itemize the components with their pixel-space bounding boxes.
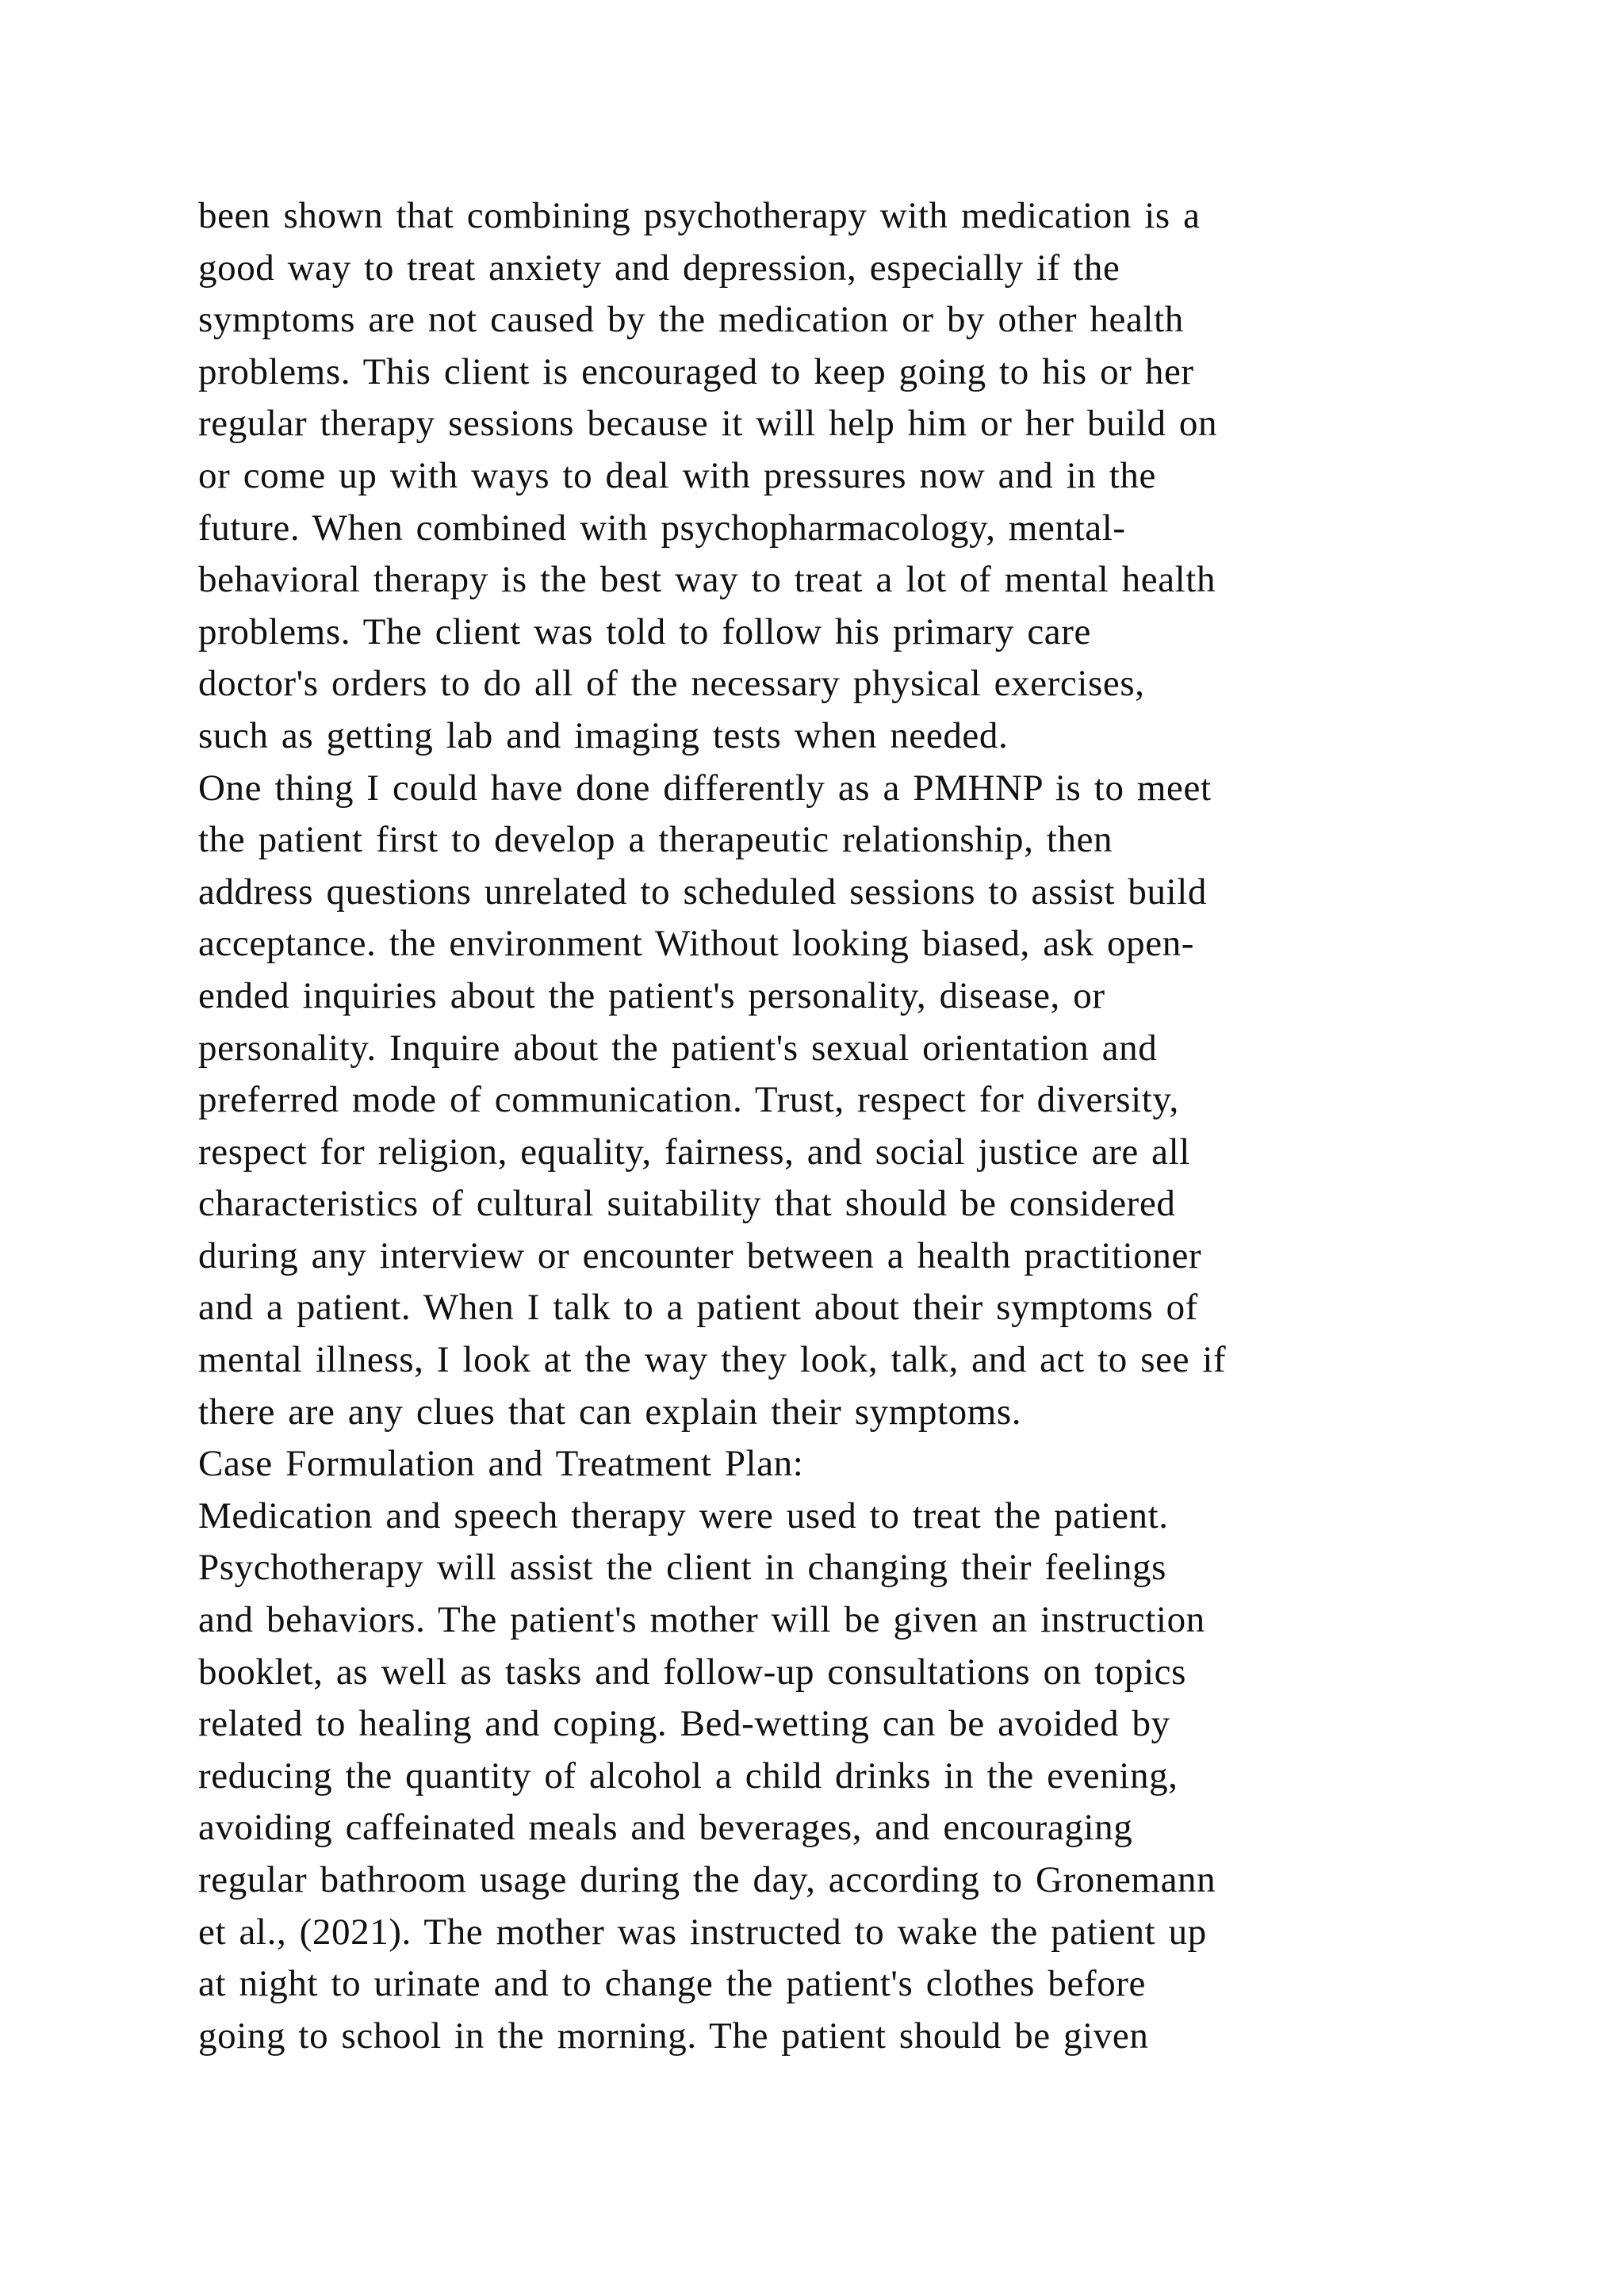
text-line: acceptance. the environment Without looking biased, ask open-: [198, 923, 1195, 965]
text-line: Psychotherapy will assist the client in changing their feelings: [198, 1547, 1167, 1589]
text-line: future. When combined with psychopharmacology, mental-: [198, 507, 1126, 549]
text-line: related to healing and coping. Bed-wetting can be avoided by: [198, 1703, 1170, 1745]
text-line: booklet, as well as tasks and follow-up consultations on topics: [198, 1651, 1187, 1693]
text-line: Medication and speech therapy were used to treat the patient.: [198, 1494, 1169, 1536]
text-line: reducing the quantity of alcohol a child drinks in the evening,: [198, 1755, 1178, 1797]
text-line: mental illness, I look at the way they look, talk, and act to see if: [198, 1339, 1227, 1381]
text-line: characteristics of cultural suitability that should be considered: [198, 1183, 1176, 1225]
text-line: and behaviors. The patient's mother will be given an instruction: [198, 1599, 1205, 1641]
body-text: [198, 190, 1499, 2062]
text-line: good way to treat anxiety and depression, especially if the: [198, 247, 1120, 289]
text-line: problems. This client is encouraged to keep going to his or her: [198, 350, 1194, 392]
text-line: the patient first to develop a therapeutic relationship, then: [198, 819, 1113, 861]
text-line: there are any clues that can explain their symptoms.: [198, 1391, 1022, 1433]
text-line: during any interview or encounter between a health practitioner: [198, 1234, 1202, 1276]
text-line: avoiding caffeinated meals and beverages, and encouraging: [198, 1807, 1133, 1849]
text-line: respect for religion, equality, fairness, and social justice are all: [198, 1131, 1190, 1173]
text-line: or come up with ways to deal with pressures now and in the: [198, 454, 1156, 496]
text-line: going to school in the morning. The patient should be given: [198, 2015, 1149, 2057]
text-line: doctor's orders to do all of the necessary physical exercises,: [198, 663, 1145, 705]
text-line: behavioral therapy is the best way to treat a lot of mental health: [198, 559, 1216, 601]
text-line: One thing I could have done differently as a PMHNP is to meet: [198, 767, 1212, 809]
text-line: been shown that combining psychotherapy with medication is a: [198, 195, 1201, 236]
text-line: such as getting lab and imaging tests when needed.: [198, 714, 1009, 756]
text-line: personality. Inquire about the patient's sexual orientation and: [198, 1027, 1158, 1069]
text-line: regular therapy sessions because it will help him or her build on: [198, 403, 1218, 445]
text-line: symptoms are not caused by the medication or by other health: [198, 299, 1184, 341]
text-line: regular bathroom usage during the day, according to Gronemann: [198, 1859, 1216, 1900]
text-line: preferred mode of communication. Trust, respect for diversity,: [198, 1079, 1179, 1121]
text-line: et al., (2021). The mother was instructed to wake the patient up: [198, 1911, 1207, 1953]
text-line: and a patient. When I talk to a patient about their symptoms of: [198, 1287, 1198, 1329]
text-line: at night to urinate and to change the patient's clothes before: [198, 1963, 1147, 2005]
text-line: problems. The client was told to follow his primary care: [198, 610, 1091, 652]
text-line: address questions unrelated to scheduled sessions to assist build: [198, 871, 1207, 913]
section-heading: Case Formulation and Treatment Plan:: [198, 1443, 804, 1485]
text-line: ended inquiries about the patient's personality, disease, or: [198, 974, 1105, 1016]
